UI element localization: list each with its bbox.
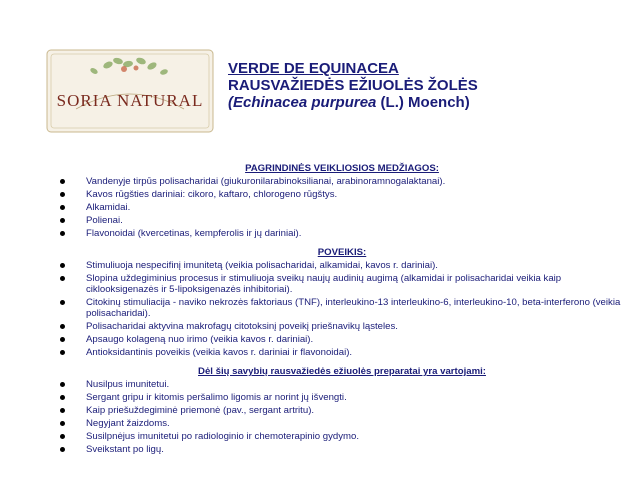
soria-natural-logo — [46, 49, 214, 133]
document-header — [228, 60, 628, 111]
section-title: PAGRINDINĖS VEIKLIOSIOS MEDŽIAGOS: — [245, 163, 439, 174]
section-usage — [62, 366, 622, 455]
latin-name-italic: (Echinacea purpurea — [228, 94, 377, 111]
bullet-icon — [60, 276, 65, 281]
list-item: Kavos rūgšties dariniai: cikoro, kaftaro, chlorogeno rūgštys. — [62, 189, 622, 200]
bullet-icon — [60, 324, 65, 329]
logo-graphic — [46, 49, 214, 133]
bullet-icon — [60, 447, 65, 452]
list-item: Slopina uždegiminius procesus ir stimuliuoja sveikų naujų audinių augimą (alkamidai ir polisacharidai veikia kaip ciklooksigenazės ir 5-lipoksigenazės inhibitoriai). — [62, 273, 622, 295]
list-item: Nusilpus imunitetui. — [62, 379, 622, 390]
latin-author: (L.) Moench) — [376, 94, 470, 111]
list-item: Negyjant žaizdoms. — [62, 418, 622, 429]
list-item: Antioksidantinis poveikis (veikia kavos r. dariniai ir flavonoidai). — [62, 347, 622, 358]
section-title: POVEIKIS: — [317, 247, 367, 258]
list-item: Citokinų stimuliacija - naviko nekrozės faktoriaus (TNF), interleukino-13 interleukino-6, interleukino-10, beta-interferono (veikia polisacharidai). — [62, 297, 622, 319]
list-item: Apsaugo kolageną nuo irimo (veikia kavos r. dariniai). — [62, 334, 622, 345]
bullet-icon — [60, 231, 65, 236]
bullet-icon — [60, 337, 65, 342]
list-item: Polisacharidai aktyvina makrofagų citotoksinį poveikį priešnavikų ląsteles. — [62, 321, 622, 332]
bullet-icon — [60, 218, 65, 223]
list-item: Susilpnėjus imunitetui po radiologinio ir chemoterapinio gydymo. — [62, 431, 622, 442]
list-item: Sergant gripu ir kitomis peršalimo ligomis ar norint jų išvengti. — [62, 392, 622, 403]
bullet-list — [62, 176, 622, 239]
bullet-icon — [60, 205, 65, 210]
bullet-icon — [60, 192, 65, 197]
bullet-list — [62, 379, 622, 455]
bullet-icon — [60, 300, 65, 305]
list-item: Vandenyje tirpūs polisacharidai (giukuronilarabinoksilianai, arabinoramnogalaktanai). — [62, 176, 622, 187]
list-item: Alkamidai. — [62, 202, 622, 213]
logo-text: SORIA NATURAL — [56, 91, 204, 110]
page-subtitle: RAUSVAŽIEDĖS EŽIUOLĖS ŽOLĖS — [228, 77, 478, 94]
document-content — [62, 163, 622, 463]
list-item: Flavonoidai (kvercetinas, kempferolis ir jų dariniai). — [62, 228, 622, 239]
bullet-icon — [60, 382, 65, 387]
bullet-icon — [60, 395, 65, 400]
bullet-icon — [60, 350, 65, 355]
bullet-list — [62, 260, 622, 358]
section-effects — [62, 247, 622, 358]
latin-name — [228, 94, 628, 111]
section-ingredients — [62, 163, 622, 239]
bullet-icon — [60, 179, 65, 184]
list-item: Stimuliuoja nespecifinį imunitetą (veikia polisacharidai, alkamidai, kavos r. dariniai). — [62, 260, 622, 271]
list-item: Sveikstant po ligų. — [62, 444, 622, 455]
bullet-icon — [60, 408, 65, 413]
list-item: Kaip priešuždegiminė priemonė (pav., sergant artritu). — [62, 405, 622, 416]
page-title: VERDE DE EQUINACEA — [228, 60, 399, 77]
bullet-icon — [60, 434, 65, 439]
section-title: Dėl šių savybių rausvažiedės ežiuolės preparatai yra vartojami: — [198, 366, 486, 377]
list-item: Polienai. — [62, 215, 622, 226]
bullet-icon — [60, 421, 65, 426]
bullet-icon — [60, 263, 65, 268]
